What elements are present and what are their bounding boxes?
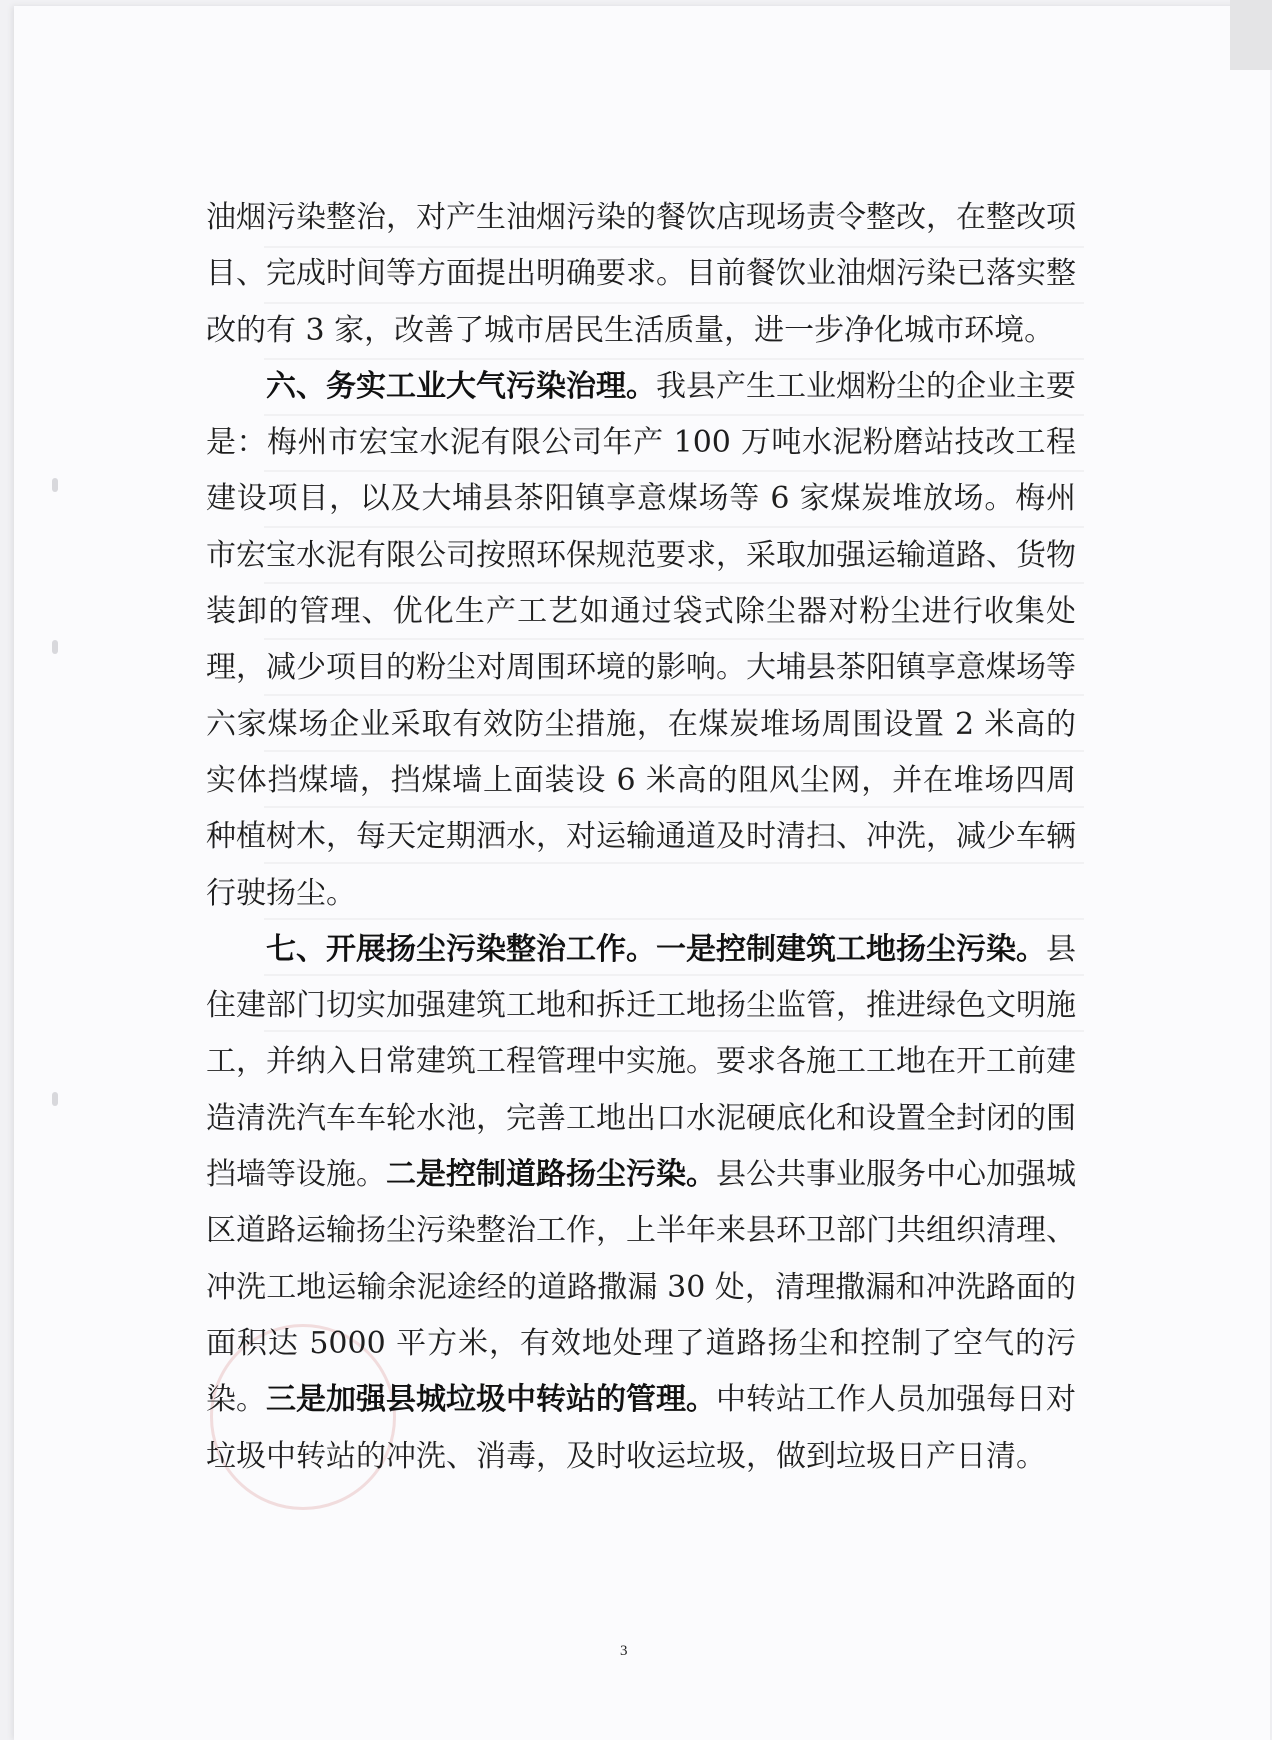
binding-hole-mark — [52, 478, 58, 492]
section-heading-seven: 七、开展扬尘污染整治工作。一是控制建筑工地扬尘污染。 — [266, 931, 1046, 967]
paragraph-dust-control — [206, 922, 1076, 1485]
subheading-road-dust: 二是控制道路扬尘污染。 — [386, 1157, 716, 1193]
document-body — [206, 190, 1076, 1485]
binding-hole-mark — [52, 640, 58, 654]
text-run: 县公共事业服务中心加强城区道路运输扬尘污染整治工作，上半年来县环卫部门共组织清理、冲洗工地运输余泥途经的道路撒漏 30 处，清理撒漏和冲洗路面的面积达 5000 平方米，有效地处理了道路扬尘和控制了空气的污染。 — [206, 1157, 1076, 1418]
section-heading-six: 六、务实工业大气污染治理。 — [266, 368, 656, 404]
subheading-transfer-station: 三是加强县城垃圾中转站的管理。 — [266, 1382, 716, 1418]
text-run: 中转站工作人员加强每日对垃圾中转站的冲洗、消毒，及时收运垃圾，做到垃圾日产日清。 — [206, 1382, 1076, 1474]
text-run: 县住建部门切实加强建筑工地和拆迁工地扬尘监管，推进绿色文明施工，并纳入日常建筑工程管理中实施。要求各施工工地在开工前建造清洗汽车车轮水池，完善工地出口水泥硬底化和设置全封闭的围挡墙等设施。 — [206, 931, 1076, 1193]
text-run: 我县产生工业烟粉尘的企业主要是：梅州市宏宝水泥有限公司年产 100 万吨水泥粉磨站技改工程建设项目，以及大埔县茶阳镇享意煤场等 6 家煤炭堆放场。梅州市宏宝水泥有限公司按照环保规范要求，采取加强运输道路、货物装卸的管理、优化生产工艺如通过袋式除尘器对粉尘进行收集处理，减少项目的粉尘对周围环境的影响。大埔县茶阳镇享意煤场等六家煤场企业采取有效防尘措施，在煤炭堆场周围设置 2 米高的实体挡煤墙，挡煤墙上面装设 6 米高的阻风尘网，并在堆场四周种植树木，每天定期洒水，对运输通道及时清扫、冲洗，减少车辆行驶扬尘。 — [206, 368, 1076, 911]
binding-hole-mark — [52, 1092, 58, 1106]
paragraph-industrial-pollution — [206, 359, 1076, 922]
page-number: 3 — [620, 1643, 628, 1659]
text-run: 油烟污染整治，对产生油烟污染的餐饮店现场责令整改，在整改项目、完成时间等方面提出明确要求。目前餐饮业油烟污染已落实整改的有 3 家，改善了城市居民生活质量，进一步净化城市环境。 — [206, 200, 1076, 348]
page-corner-tape — [1230, 0, 1272, 70]
paragraph-continuation — [206, 190, 1076, 359]
